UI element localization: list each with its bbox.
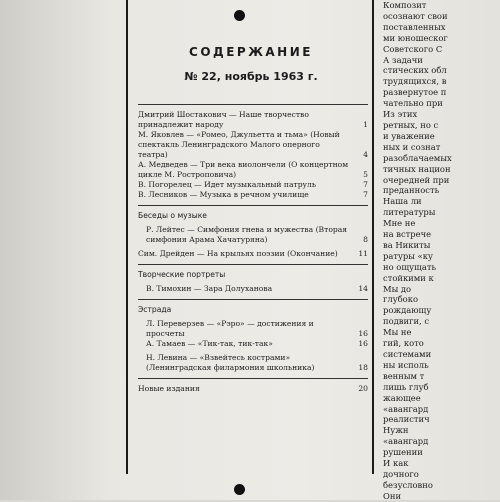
- column-line: стойкими к: [383, 272, 434, 283]
- entry-page: 1: [363, 120, 368, 129]
- entry-page: 14: [358, 284, 368, 293]
- entry-page: 16: [358, 329, 368, 338]
- top-dot-ornament: [234, 10, 245, 21]
- column-line: ратуры «ку: [383, 250, 433, 261]
- column-line: лишь глуб: [383, 381, 429, 392]
- column-line: «авангард: [383, 436, 429, 447]
- toc-entry: [138, 180, 368, 190]
- column-line: Мы до: [383, 283, 412, 294]
- entry-text: Дмитрий Шостакович — Наше творчество принадлежит народу: [138, 110, 309, 129]
- column-line: безусловно: [383, 479, 433, 490]
- column-line: очередней при: [383, 174, 450, 185]
- column-line: реалистич: [383, 414, 430, 425]
- column-line: преданность: [383, 185, 440, 196]
- entry-text: В. Погорелец — Идет музыкальный патруль: [138, 180, 316, 189]
- entry-text: Сим. Дрейден — На крыльях поэзии (Окончание): [138, 249, 338, 258]
- column-line: Композит: [383, 0, 427, 10]
- column-line: рушении: [383, 447, 423, 458]
- column-line: трудящихся, в: [383, 76, 447, 87]
- column-line: дочного: [383, 468, 419, 479]
- section-heading: Эстрада: [138, 305, 172, 314]
- entry-page: 18: [358, 363, 368, 372]
- column-line: на встрече: [383, 229, 432, 240]
- column-line: венным т: [383, 370, 425, 381]
- column-line: разоблачаемых: [383, 152, 452, 163]
- column-line: Мне не: [383, 218, 416, 229]
- toc-entry: [138, 319, 368, 339]
- entry-text: Н. Левина — «Взвейтесь кострами» (Ленинградская филармония школьника): [146, 353, 315, 372]
- entry-text: Р. Лейтес — Симфония гнева и мужества (Вторая симфония Арама Хачатуряна): [146, 225, 348, 244]
- entry-page: 5: [363, 170, 368, 179]
- issue-number: № 22, ноябрь 1963 г.: [184, 70, 318, 83]
- entry-page: 11: [358, 249, 368, 258]
- column-line: глубоко: [383, 294, 418, 305]
- column-line: ных и сознат: [383, 141, 441, 152]
- toc-entry: [138, 130, 368, 160]
- column-line: Нужн: [383, 425, 409, 436]
- column-line: поставленных: [383, 21, 446, 32]
- entry-text: М. Яковлев — «Ромео, Джульетта и тьма» (Новый спектакль Ленинградского Малого оперного театра): [138, 130, 340, 159]
- column-line: и уважение: [383, 130, 435, 141]
- column-line: стических обл: [383, 65, 447, 76]
- table-of-contents: [138, 99, 368, 394]
- column-line: тичных национ: [383, 163, 451, 174]
- toc-entry: [138, 190, 368, 200]
- adjacent-article-column: [383, 0, 500, 502]
- toc-entry: [138, 160, 368, 180]
- column-line: развернутое п: [383, 87, 447, 98]
- divider: [138, 205, 368, 206]
- entry-page: 16: [358, 339, 368, 348]
- entry-page: 7: [363, 180, 368, 189]
- entry-text: Новые издания: [138, 384, 200, 393]
- divider: [138, 378, 368, 379]
- entry-text: В. Лесников — Музыка в речном училище: [138, 190, 309, 199]
- toc-entry: [138, 339, 368, 349]
- column-line: ны исполь: [383, 359, 429, 370]
- toc-entry: [138, 225, 368, 245]
- entry-text: В. Тимохин — Зара Долуханова: [146, 284, 273, 293]
- column-line: рождающу: [383, 305, 432, 316]
- column-line: осознают свои: [383, 10, 448, 21]
- column-line: ва Никиты: [383, 239, 431, 250]
- column-line: Из этих: [383, 109, 418, 120]
- column-line: системами: [383, 349, 432, 359]
- entry-text: А. Тамаев — «Тик-так, тик-так»: [146, 339, 273, 348]
- divider: [138, 104, 368, 105]
- toc-entry: [138, 110, 368, 130]
- column-line: А задачи: [383, 54, 423, 65]
- column-line: Советского С: [383, 43, 443, 54]
- section-heading: Творческие портреты: [138, 270, 226, 279]
- entry-page: 20: [358, 384, 368, 393]
- entry-text: Л. Переверзев — «Рэро» — достижения и просчеты: [146, 319, 314, 338]
- column-line: подвиги, с: [383, 316, 430, 327]
- column-line: но ощущать: [383, 261, 437, 272]
- entry-page: 4: [363, 150, 368, 159]
- column-line: жающее: [383, 392, 421, 403]
- column-line: Мы не: [383, 327, 412, 338]
- column-line: ретных, но с: [383, 119, 439, 130]
- bottom-dot-ornament: [234, 484, 245, 495]
- column-line: литературы: [383, 207, 436, 218]
- section-heading: Беседы о музыке: [138, 211, 207, 220]
- entry-text: А. Медведев — Три века виолончели (О концертном цикле М. Ростроповича): [138, 160, 349, 179]
- column-line: Наша ли: [383, 196, 422, 207]
- page-title: СОДЕРЖАНИЕ: [189, 45, 313, 59]
- toc-entry: [138, 353, 368, 373]
- column-line: ми юношеског: [383, 32, 448, 43]
- column-line: гий, кото: [383, 338, 424, 349]
- divider: [138, 264, 368, 265]
- column-line: И как: [383, 458, 409, 469]
- divider: [138, 299, 368, 300]
- column-line: Они: [383, 490, 402, 501]
- entry-page: 7: [363, 190, 368, 199]
- toc-entry: [138, 249, 368, 259]
- column-line: «авангард: [383, 403, 429, 414]
- toc-entry: [138, 384, 368, 394]
- toc-entry: [138, 284, 368, 294]
- column-line: чательно при: [383, 98, 443, 109]
- entry-page: 8: [363, 235, 368, 244]
